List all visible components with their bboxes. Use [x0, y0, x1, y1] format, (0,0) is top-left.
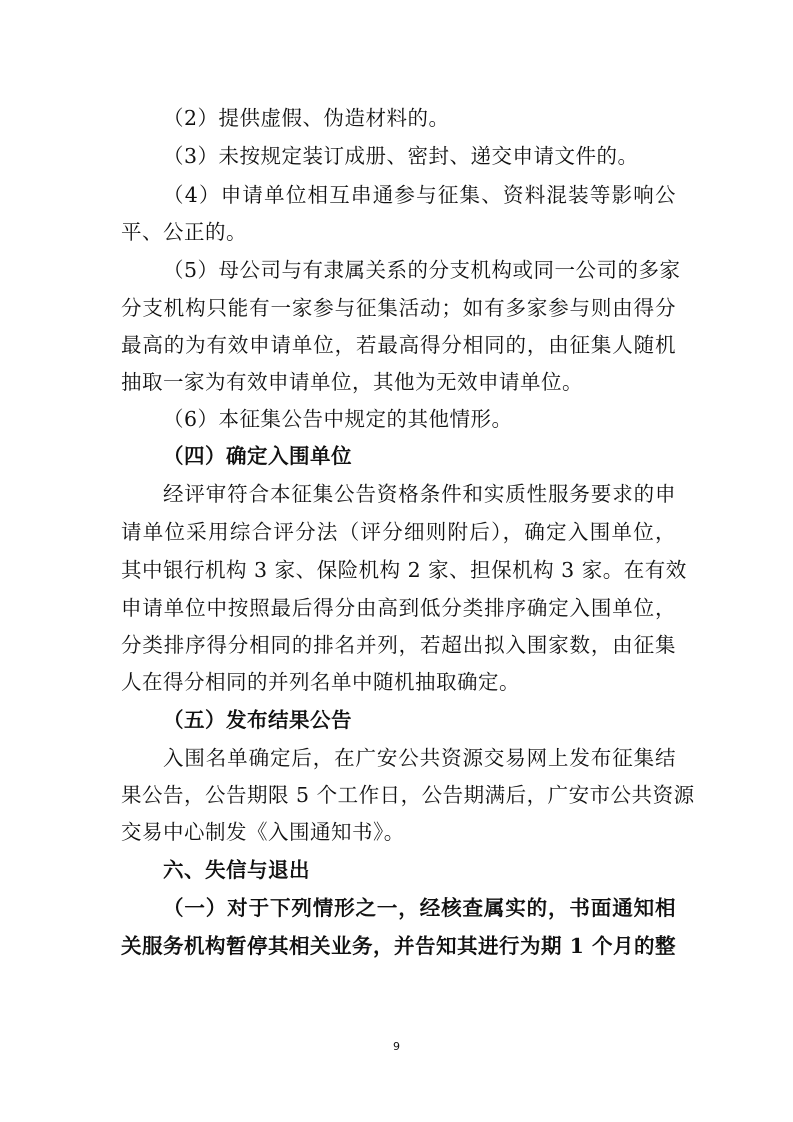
paragraph-line: 交易中心制发《入围通知书》。 [121, 820, 405, 844]
paragraph-line: 经评审符合本征集公告资格条件和实质性服务要求的申 [163, 482, 676, 506]
item-5-text-line-4: 抽取一家为有效申请单位，其他为无效申请单位。 [121, 370, 583, 394]
item-5-text-line-1: （5）母公司与有隶属关系的分支机构或同一公司的多家 [163, 258, 681, 282]
section-heading-5: （五）发布结果公告 [163, 708, 352, 732]
paragraph-line: 申请单位中按照最后得分由高到低分类排序确定入围单位， [121, 596, 676, 620]
paragraph-line: 分类排序得分相同的排名并列，若超出拟入围家数，由征集 [121, 633, 676, 657]
section-heading-4: （四）确定入围单位 [163, 444, 352, 468]
paragraph-line: 请单位采用综合评分法（评分细则附后），确定入围单位， [121, 520, 676, 544]
item-4-text-line-1: （4）申请单位相互串通参与征集、资料混装等影响公 [163, 183, 676, 207]
paragraph-line: 入围名单确定后，在广安公共资源交易网上发布征集结 [163, 746, 676, 770]
item-6-text: （6）本征集公告中规定的其他情形。 [163, 407, 513, 431]
item-4-text-line-2: 平、公正的。 [121, 220, 247, 244]
item-5-text-line-2: 分支机构只能有一家参与征集活动；如有多家参与则由得分 [121, 296, 676, 320]
page-number: 9 [393, 1040, 400, 1053]
bold-paragraph-line: 关服务机构暂停其相关业务，并告知其进行为期 1 个月的整 [121, 934, 677, 958]
paragraph-line: 果公告，公告期限 5 个工作日，公告期满后，广安市公共资源 [121, 783, 695, 807]
item-3-text: （3）未按规定装订成册、密封、递交申请文件的。 [163, 144, 639, 168]
bold-paragraph-line: （一）对于下列情形之一，经核查属实的，书面通知相 [163, 896, 676, 920]
paragraph-line: 其中银行机构 3 家、保险机构 2 家、担保机构 3 家。在有效 [121, 558, 687, 582]
section-heading-6: 六、失信与退出 [163, 858, 310, 882]
item-5-text-line-3: 最高的为有效申请单位，若最高得分相同的，由征集人随机 [121, 333, 676, 357]
item-2-text: （2）提供虚假、伪造材料的。 [163, 106, 450, 130]
paragraph-line: 人在得分相同的并列名单中随机抽取确定。 [121, 670, 520, 694]
